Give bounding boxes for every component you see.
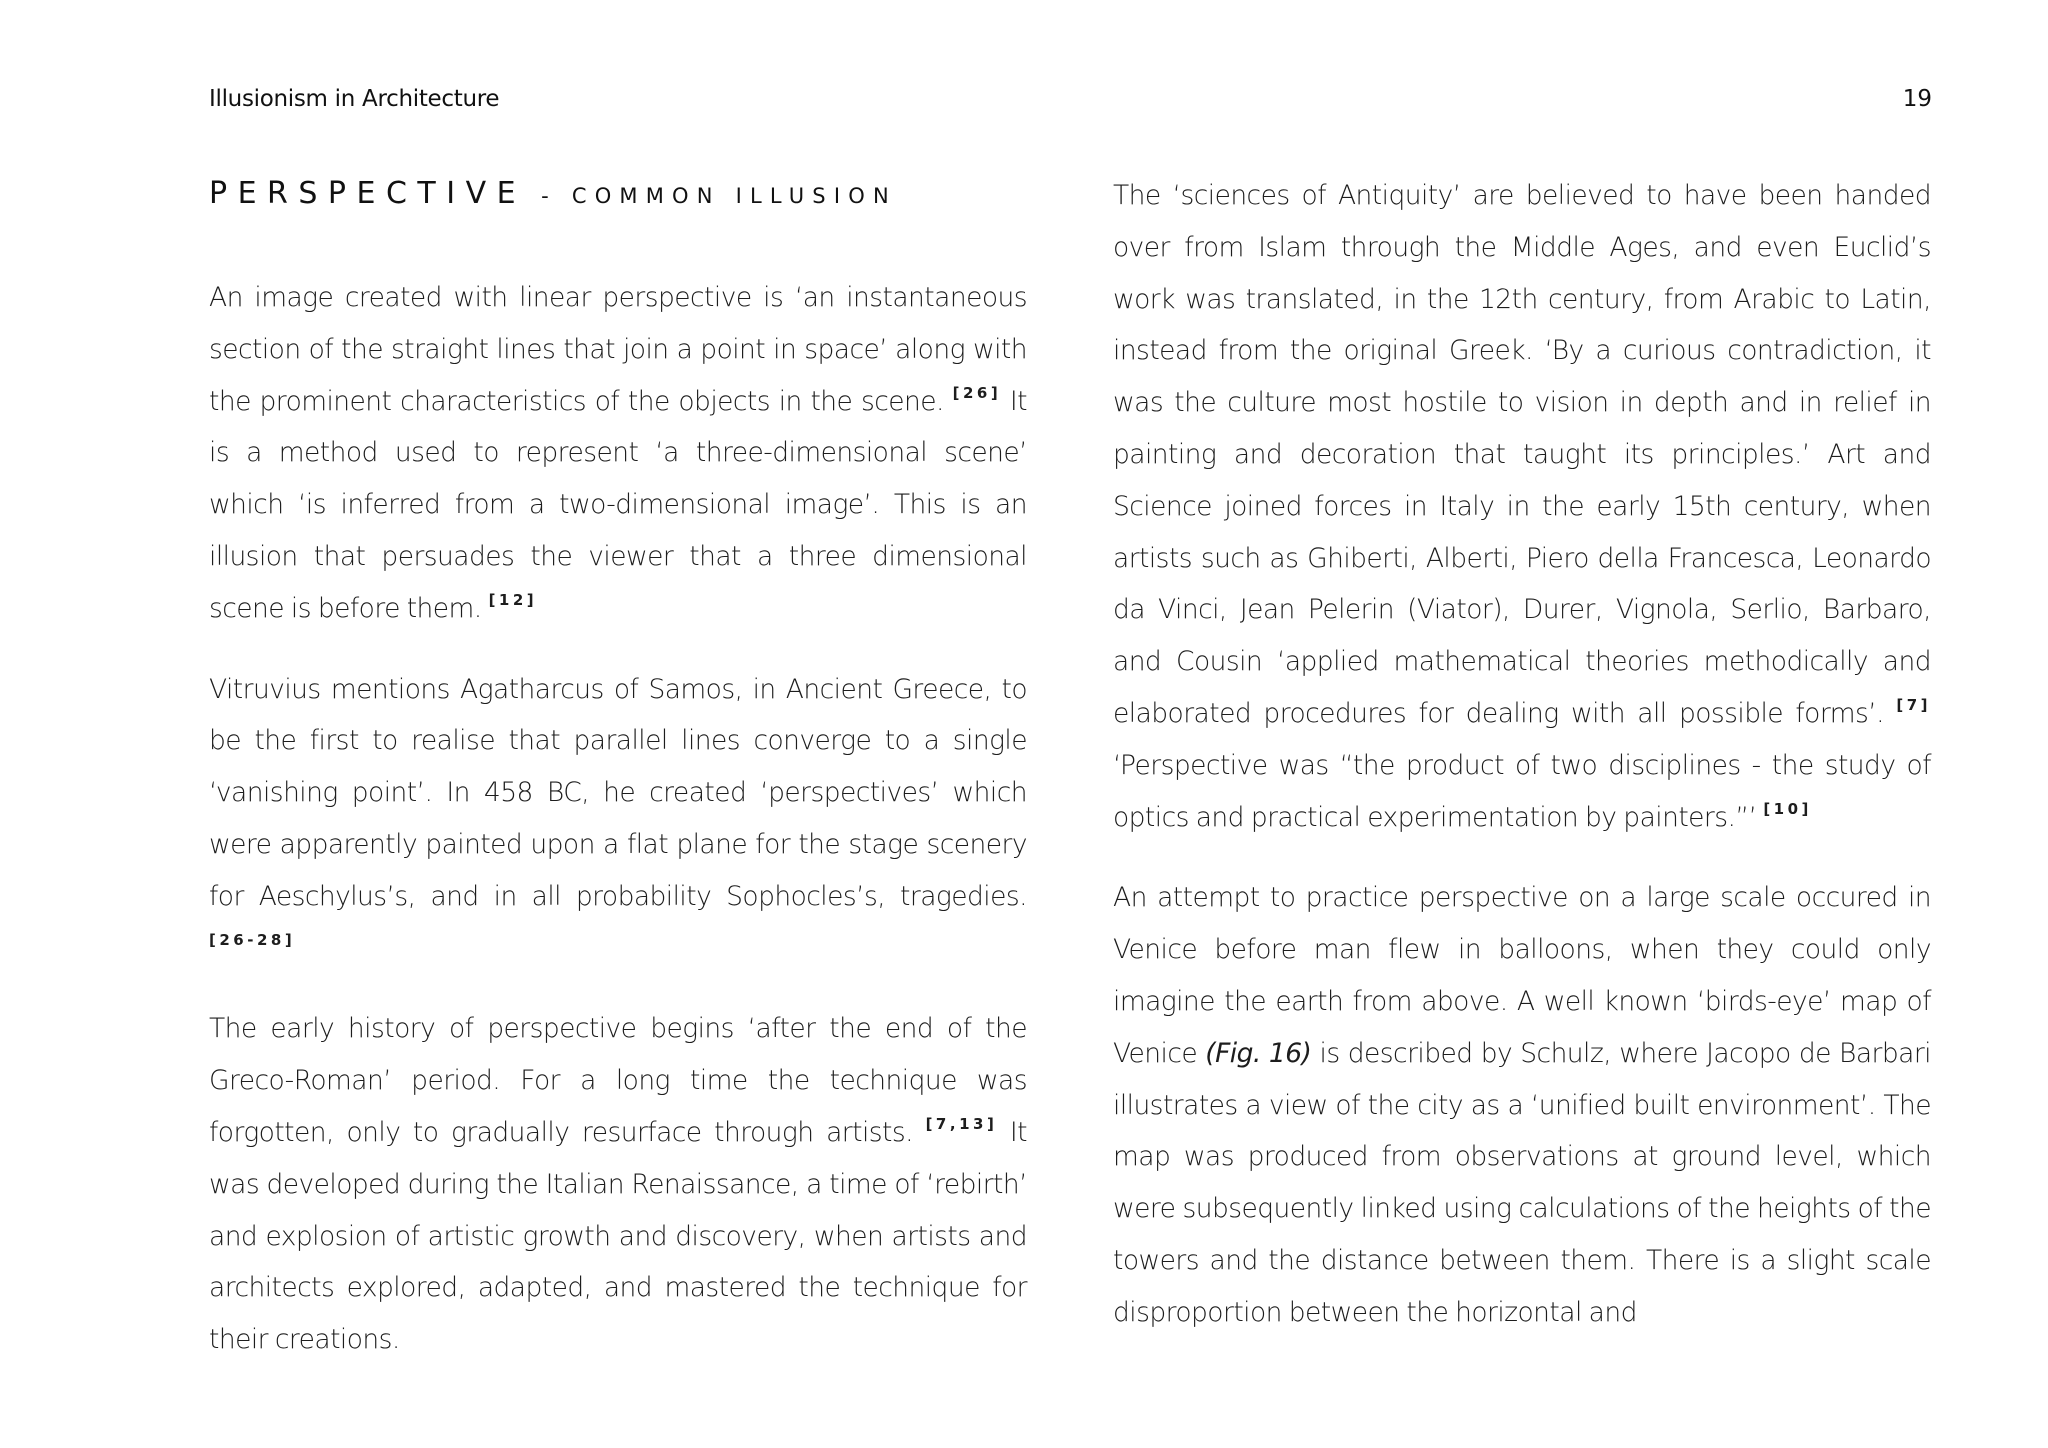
page-number: 19 — [1902, 86, 1932, 112]
paragraph-text: The ‘sciences of Antiquity’ are believed to have been handed over from Islam through the Middle Ages, and even Euclid’s work was translated, in the 12th century, from Arabic to Latin, instead from the original Greek. ‘By a curious contradiction, it was the culture most hostile to vision in depth and in relief in painting and decoration that taught its principles.’ Art and Science joined forces in Italy in the early 15th century, when artists such as Ghiberti, Alberti, Piero della Francesca, Leonardo da Vinci, Jean Pelerin (Viator), Durer, Vignola, Serlio, Barbaro, and Cousin ‘applied mathematical theories methodically and elaborated procedures for dealing with all possible forms’. — [1113, 180, 1931, 729]
section-title — [209, 176, 1027, 216]
paragraph-text: is described by Schulz, where Jacopo de Barbari illustrates a view of the city as a ‘unified built environment’. The map was produced from observations at ground level, which were subsequently linked using calculations of the heights of the towers and the distance between them. There is a slight scale disproportion between the horizontal and — [1113, 1037, 1931, 1328]
running-header: Illusionism in Architecture — [209, 86, 500, 112]
left-column — [209, 170, 1027, 1395]
paragraph-text: It was developed during the Italian Renaissance, a time of ‘rebirth’ and explosion of artistic growth and discovery, when artists and architects explored, adapted, and mastered the technique for their creations. — [209, 1116, 1028, 1356]
paragraph — [209, 664, 1027, 975]
paragraph-text: ‘Perspective was “the product of two disciplines - the study of optics and practical experimentation by painters.”’ — [1113, 749, 1931, 833]
section-title-main: PERSPECTIVE — [209, 176, 527, 211]
figure-reference: (Fig. 16) — [1205, 1037, 1312, 1069]
citation: [26] — [952, 383, 1002, 402]
paragraph-text: Vitruvius mentions Agatharcus of Samos, in Ancient Greece, to be the first to realise that parallel lines converge to a single ‘vanishing point’. In 458 BC, he created ‘perspectives’ which were apparently painted upon a flat plane for the stage scenery for Aeschylus’s, and in all probability Sophocles’s, tragedies. — [209, 673, 1027, 912]
paragraph — [1113, 872, 1931, 1338]
section-title-sub: - COMMON ILLUSION — [541, 184, 897, 208]
right-column — [1113, 170, 1931, 1368]
paragraph-text: It is a method used to represent ‘a three-dimensional scene’ which ‘is inferred from a two-dimensional image’. This is an illusion that persuades the viewer that a three dimensional scene is before them. — [209, 385, 1028, 624]
paragraph — [1113, 170, 1931, 843]
citation: [7,13] — [925, 1114, 998, 1133]
paragraph-text: An attempt to practice perspective on a large scale occured in Venice before man flew in balloons, when they could only imagine the earth from above. A well known ‘birds-eye’ map of Venice — [1113, 882, 1931, 1069]
citation: [26-28] — [209, 930, 296, 949]
citation: [12] — [488, 590, 538, 609]
paragraph-text: The early history of perspective begins ‘after the end of the Greco-Roman’ period. For a long time the technique was forgotten, only to gradually resurface through artists. — [209, 1013, 1027, 1148]
citation: [7] — [1896, 695, 1931, 714]
paragraph — [209, 272, 1027, 635]
citation: [10] — [1763, 799, 1812, 818]
paragraph-text: An image created with linear perspective is ‘an instantaneous section of the straight lines that join a point in space’ along with the prominent characteristics of the objects in the scene. — [209, 282, 1027, 417]
paragraph — [209, 1003, 1027, 1366]
